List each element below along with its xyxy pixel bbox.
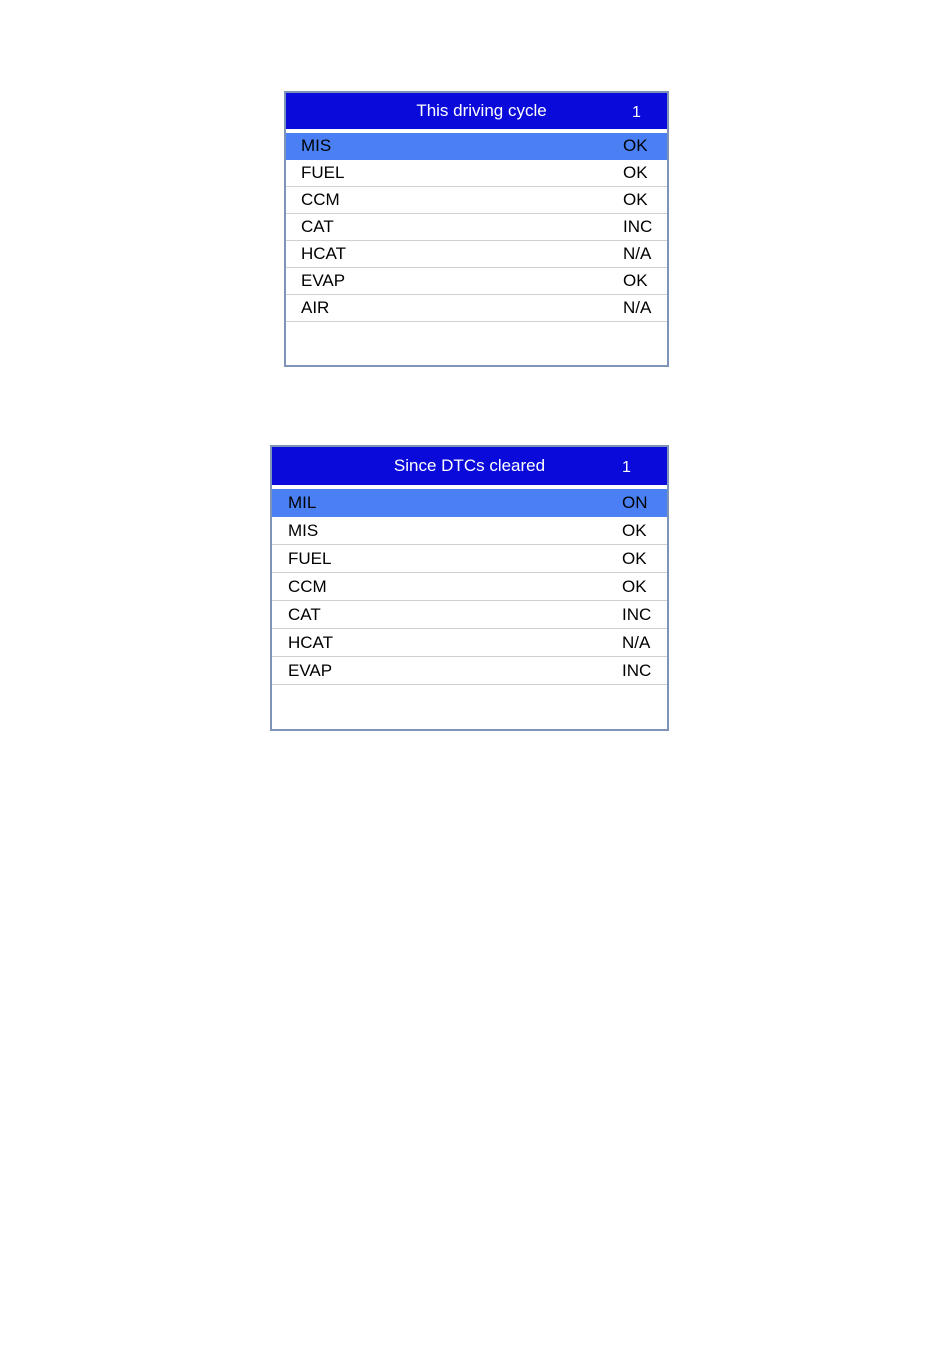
item-status: OK xyxy=(622,576,647,596)
list-item-cat[interactable] xyxy=(286,214,667,241)
list-item-evap[interactable] xyxy=(272,657,667,685)
item-status: N/A xyxy=(623,244,652,263)
readiness-screen-since-dtcs-cleared xyxy=(270,445,669,731)
item-status: OK xyxy=(623,190,648,209)
item-label: CCM xyxy=(288,576,327,596)
list-item-fuel[interactable] xyxy=(272,545,667,573)
screen-title: Since DTCs cleared xyxy=(393,456,546,475)
list-item-cat[interactable] xyxy=(272,601,667,629)
item-status: N/A xyxy=(623,298,652,317)
list-item-air[interactable] xyxy=(286,295,667,322)
page-number: 1 xyxy=(622,459,631,476)
item-status: INC xyxy=(623,217,653,236)
item-label: EVAP xyxy=(301,271,346,290)
item-label: FUEL xyxy=(288,548,332,568)
item-status: ON xyxy=(622,492,648,512)
list-item-evap[interactable] xyxy=(286,268,667,295)
page-number: 1 xyxy=(632,104,641,121)
readiness-screen-driving-cycle xyxy=(284,91,669,367)
list-item-hcat[interactable] xyxy=(272,629,667,657)
item-status: OK xyxy=(622,520,647,540)
item-status: INC xyxy=(622,660,652,680)
item-status: OK xyxy=(623,136,648,155)
list-item-mis[interactable] xyxy=(286,133,667,160)
item-status: OK xyxy=(623,271,648,290)
item-label: HCAT xyxy=(301,244,347,263)
item-label: CAT xyxy=(301,217,334,236)
screen-title: This driving cycle xyxy=(416,101,547,120)
item-label: CAT xyxy=(288,604,321,624)
item-label: MIS xyxy=(288,520,319,540)
item-label: HCAT xyxy=(288,632,334,652)
title-bar xyxy=(272,447,667,489)
item-status: N/A xyxy=(622,632,651,652)
item-label: EVAP xyxy=(288,660,333,680)
item-label: MIL xyxy=(288,492,317,512)
item-label: FUEL xyxy=(301,163,345,182)
list-item-mis[interactable] xyxy=(272,517,667,545)
list-item-hcat[interactable] xyxy=(286,241,667,268)
item-label: CCM xyxy=(301,190,340,209)
list-item-mil[interactable] xyxy=(272,489,667,517)
item-label: AIR xyxy=(301,298,330,317)
item-status: INC xyxy=(622,604,652,624)
title-bar xyxy=(286,93,667,133)
list-item-ccm[interactable] xyxy=(272,573,667,601)
list-item-ccm[interactable] xyxy=(286,187,667,214)
item-status: OK xyxy=(623,163,648,182)
list-item-fuel[interactable] xyxy=(286,160,667,187)
item-status: OK xyxy=(622,548,647,568)
item-label: MIS xyxy=(301,136,332,155)
